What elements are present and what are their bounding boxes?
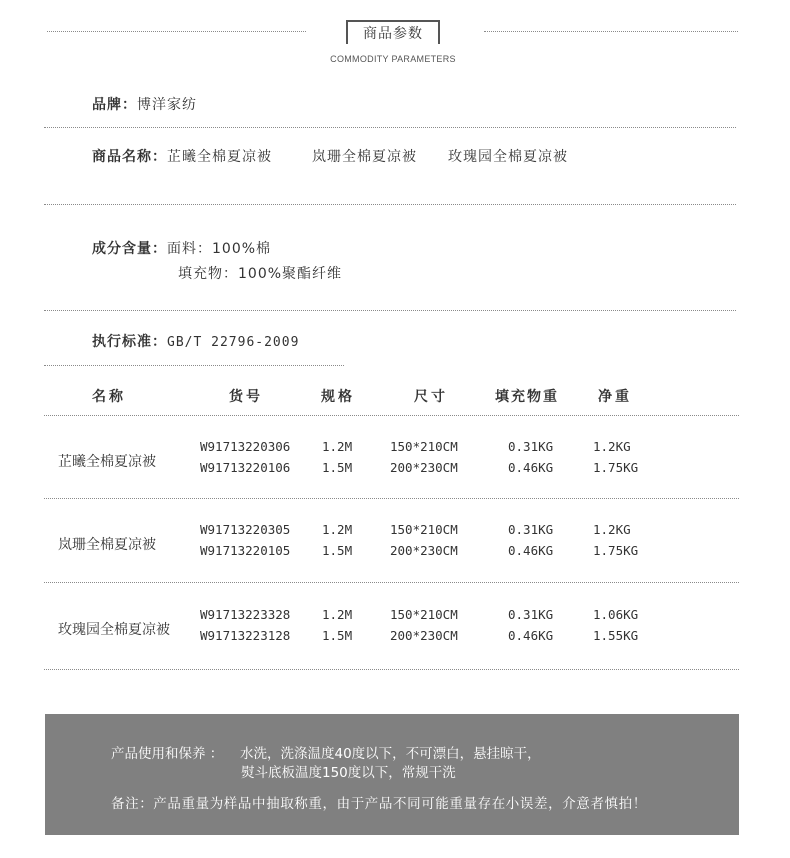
table-cell-fill-weight: 0.31KG	[508, 439, 554, 454]
table-cell-spec: 1.2M	[322, 439, 353, 454]
table-cell-size: 200*230CM	[390, 460, 458, 475]
brand-row	[92, 94, 197, 114]
page-subtitle: COMMODITY PARAMETERS	[330, 54, 456, 64]
table-row-name: 芷曦全棉夏凉被	[58, 454, 156, 470]
table-header-fill-weight: 填充物重	[495, 389, 559, 405]
composition-fabric: 面料：100%棉	[167, 241, 272, 257]
table-header-spec: 规格	[321, 389, 355, 405]
care-info-panel	[45, 714, 739, 835]
table-cell-net-weight: 1.06KG	[593, 607, 639, 622]
care-label: 产品使用和保养 ：	[111, 746, 224, 762]
table-cell-sku: W91713220305	[200, 522, 291, 537]
table-header-net-weight: 净重	[598, 389, 632, 405]
composition-filling: 填充物：100%聚酯纤维	[178, 266, 343, 282]
table-cell-fill-weight: 0.31KG	[508, 522, 554, 537]
care-line-2: 熨斗底板温度150度以下，常规干洗	[241, 765, 456, 781]
divider	[44, 127, 736, 128]
standard-value: GB/T 22796-2009	[167, 335, 300, 350]
product-name-label: 商品名称：	[92, 149, 167, 165]
table-cell-fill-weight: 0.46KG	[508, 543, 554, 558]
header-divider-left	[47, 31, 306, 32]
table-cell-net-weight: 1.2KG	[593, 439, 631, 454]
product-name-value-1: 芷曦全棉夏凉被	[167, 149, 272, 165]
table-cell-size: 200*230CM	[390, 543, 458, 558]
table-cell-sku: W91713220105	[200, 543, 291, 558]
table-cell-net-weight: 1.2KG	[593, 522, 631, 537]
note-text: 备注：产品重量为样品中抽取称重，由于产品不同可能重量存在小误差，介意者慎拍！	[111, 796, 647, 812]
table-header-sku: 货号	[229, 389, 263, 405]
table-cell-spec: 1.5M	[322, 460, 353, 475]
table-cell-sku: W91713220306	[200, 439, 291, 454]
standard-label: 执行标准：	[92, 334, 167, 350]
page-title: 商品参数	[363, 26, 423, 42]
table-cell-sku: W91713223328	[200, 607, 291, 622]
table-row-name: 玫瑰园全棉夏凉被	[58, 622, 170, 638]
table-cell-sku: W91713220106	[200, 460, 291, 475]
table-header-size: 尺寸	[414, 389, 448, 405]
brand-label: 品牌：	[92, 97, 137, 113]
table-cell-size: 200*230CM	[390, 628, 458, 643]
brand-value: 博洋家纺	[137, 97, 197, 113]
table-cell-net-weight: 1.75KG	[593, 460, 639, 475]
table-cell-spec: 1.2M	[322, 607, 353, 622]
divider	[44, 415, 739, 416]
table-cell-fill-weight: 0.46KG	[508, 460, 554, 475]
divider	[44, 310, 736, 311]
table-cell-size: 150*210CM	[390, 607, 458, 622]
table-cell-spec: 1.5M	[322, 628, 353, 643]
divider	[44, 204, 736, 205]
divider	[44, 498, 739, 499]
composition-row	[92, 238, 271, 258]
table-cell-size: 150*210CM	[390, 439, 458, 454]
divider	[44, 669, 739, 670]
composition-label: 成分含量：	[92, 241, 167, 257]
product-name-row	[92, 146, 272, 166]
table-cell-net-weight: 1.55KG	[593, 628, 639, 643]
care-line-1: 水洗，洗涤温度40度以下，不可漂白，悬挂晾干，	[240, 746, 541, 762]
table-cell-spec: 1.5M	[322, 543, 353, 558]
table-header-name: 名称	[92, 389, 126, 405]
product-name-value-2: 岚珊全棉夏凉被	[312, 149, 417, 165]
product-name-value-3: 玫瑰园全棉夏凉被	[448, 149, 568, 165]
table-cell-fill-weight: 0.46KG	[508, 628, 554, 643]
table-cell-sku: W91713223128	[200, 628, 291, 643]
divider	[44, 582, 739, 583]
standard-row	[92, 331, 299, 351]
table-cell-net-weight: 1.75KG	[593, 543, 639, 558]
divider	[44, 365, 344, 366]
table-cell-fill-weight: 0.31KG	[508, 607, 554, 622]
table-row-name: 岚珊全棉夏凉被	[58, 537, 156, 553]
table-cell-spec: 1.2M	[322, 522, 353, 537]
header-divider-right	[484, 31, 738, 32]
table-cell-size: 150*210CM	[390, 522, 458, 537]
